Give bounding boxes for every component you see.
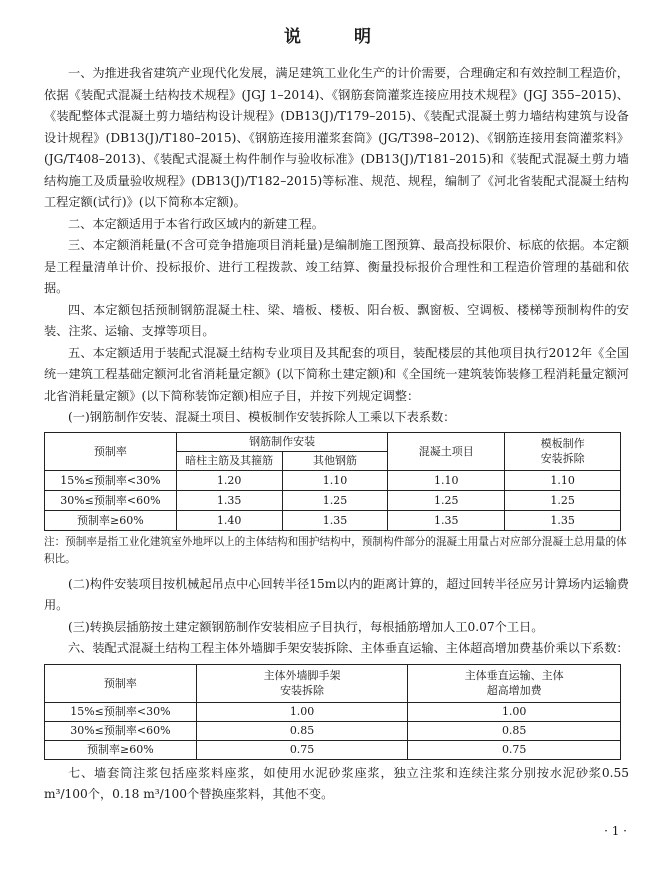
- table2-cell: 1.00: [408, 702, 621, 721]
- page-number: · 1 ·: [604, 824, 627, 838]
- table-row: [45, 740, 621, 759]
- table-note: 注：预制率是指工业化建筑室外地坪以上的主体结构和围护结构中，预制构件部分的混凝土用量占对应部分混凝土总用量的体积比。: [44, 535, 627, 565]
- table-row: [45, 490, 621, 510]
- table1-header-formwork: 模板制作 安装拆除: [505, 432, 621, 470]
- table1-cell-rate: 预制率≥60%: [45, 510, 177, 530]
- table2-cell: 0.75: [196, 740, 408, 759]
- table1-cell: 1.10: [505, 470, 621, 490]
- table1-header-rebar: 钢筋制作安装: [176, 432, 388, 451]
- table1-cell: 1.35: [176, 490, 282, 510]
- paragraph-5-3: (三)转换层插筋按土建定额钢筋制作安装相应子目执行，每根插筋增加人工0.07个工日。: [68, 619, 544, 634]
- paragraph-5: 五、本定额适用于装配式混凝土结构专业项目及其配套的项目，装配楼层的其他项目执行2012年《全国统一建筑工程基础定额河北省消耗量定额》(以下简称土建定额)和《全国统一建筑装饰装修工程消耗量定额河北省消耗量定额》(以下简称装饰定额)相应子目，并按下列规定调整：: [44, 345, 629, 403]
- table1-cell: 1.25: [505, 490, 621, 510]
- table2-header-vertical: 主体垂直运输、主体 超高增加费: [408, 664, 621, 702]
- table2-cell-rate: 30%≤预制率<60%: [45, 721, 197, 740]
- paragraph-5-2: (二)构件安装项目按机械起吊点中心回转半径15m以内的距离计算的，超过回转半径应另计算场内运输费用。: [44, 576, 629, 612]
- paragraph-1: 一、为推进我省建筑产业现代化发展，满足建筑工业化生产的计价需要，合理确定和有效控制工程造价，依据《装配式混凝土结构技术规程》(JGJ 1–2014)、《钢筋套筒灌浆连接应用技术规程》(JGJ 355–2015)、《装配整体式混凝土剪力墙结构设计规程》(DB13(J)/T179–2015)、《装配式混凝土剪力墙结构建筑与设备设计规程》(DB13(J)/T180–2015)、《钢筋连接用灌浆套筒》(JG/T398–2012)、《钢筋连接用套筒灌浆料》(JG/T408–2013)、《装配式混凝土构件制作与验收标准》(DB13(J)/T181–2015)和《装配式混凝土剪力墙结构施工及质量验收规程》(DB13(J)/T182–2015)等标准、规范、规程，编制了《河北省装配式混凝土结构工程定额(试行)》(以下简称本定额)。: [44, 66, 629, 209]
- paragraph-6: 六、装配式混凝土结构工程主体外墙脚手架安装拆除、主体垂直运输、主体超高增加费基价乘以下系数：: [68, 641, 629, 655]
- table2-cell: 0.85: [196, 721, 408, 740]
- paragraph-7: 七、墙套筒注浆包括座浆料座浆，如使用水泥砂浆座浆，独立注浆和连续注浆分别按水泥砂浆0.55 m³/100个，0.18 m³/100个替换座浆料，其他不变。: [44, 765, 629, 801]
- table-row: [45, 702, 621, 721]
- table2-cell: 1.00: [196, 702, 408, 721]
- table-row: [45, 721, 621, 740]
- table1-cell: 1.35: [282, 510, 388, 530]
- paragraph-2: 二、本定额适用于本省行政区域内的新建工程。: [68, 216, 324, 231]
- paragraph-3: 三、本定额消耗量(不含可竞争措施项目消耗量)是编制施工图预算、最高投标限价、标底的依据。本定额是工程量清单计价、投标报价、进行工程拨款、竣工结算、衡量投标报价合理性和工程造价管理的基础和依据。: [44, 238, 629, 295]
- table2-header-rate: 预制率: [45, 664, 197, 702]
- table2-cell: 0.75: [408, 740, 621, 759]
- table1-cell: 1.35: [388, 510, 505, 530]
- paragraph-5-1: (一)钢筋制作安装、混凝土项目、模板制作安装拆除人工乘以下表系数：: [68, 410, 456, 424]
- table1-cell: 1.25: [282, 490, 388, 510]
- coefficient-table-2: [44, 664, 621, 760]
- table1-cell-rate: 30%≤预制率<60%: [45, 490, 177, 510]
- table1-cell: 1.35: [505, 510, 621, 530]
- table1-header-rebar-column: 暗柱主筋及其箍筋: [176, 451, 282, 470]
- table2-header-scaffold: 主体外墙脚手架 安装拆除: [196, 664, 408, 702]
- coefficient-table-1: [44, 432, 621, 531]
- table1-cell: 1.40: [176, 510, 282, 530]
- table1-header-rebar-other: 其他钢筋: [282, 451, 388, 470]
- table1-cell: 1.20: [176, 470, 282, 490]
- table1-header-concrete: 混凝土项目: [388, 432, 505, 470]
- table-row: [45, 470, 621, 490]
- table2-cell-rate: 预制率≥60%: [45, 740, 197, 759]
- table1-cell-rate: 15%≤预制率<30%: [45, 470, 177, 490]
- table1-cell: 1.25: [388, 490, 505, 510]
- table2-cell: 0.85: [408, 721, 621, 740]
- table1-header-rate: 预制率: [45, 432, 177, 470]
- table-row: [45, 510, 621, 530]
- table1-cell: 1.10: [388, 470, 505, 490]
- table1-cell: 1.10: [282, 470, 388, 490]
- paragraph-4: 四、本定额包括预制钢筋混凝土柱、梁、墙板、楼板、阳台板、飘窗板、空调板、楼梯等预制构件的安装、注浆、运输、支撑等项目。: [44, 302, 629, 338]
- page-title: 说 明: [284, 27, 389, 47]
- table2-cell-rate: 15%≤预制率<30%: [45, 702, 197, 721]
